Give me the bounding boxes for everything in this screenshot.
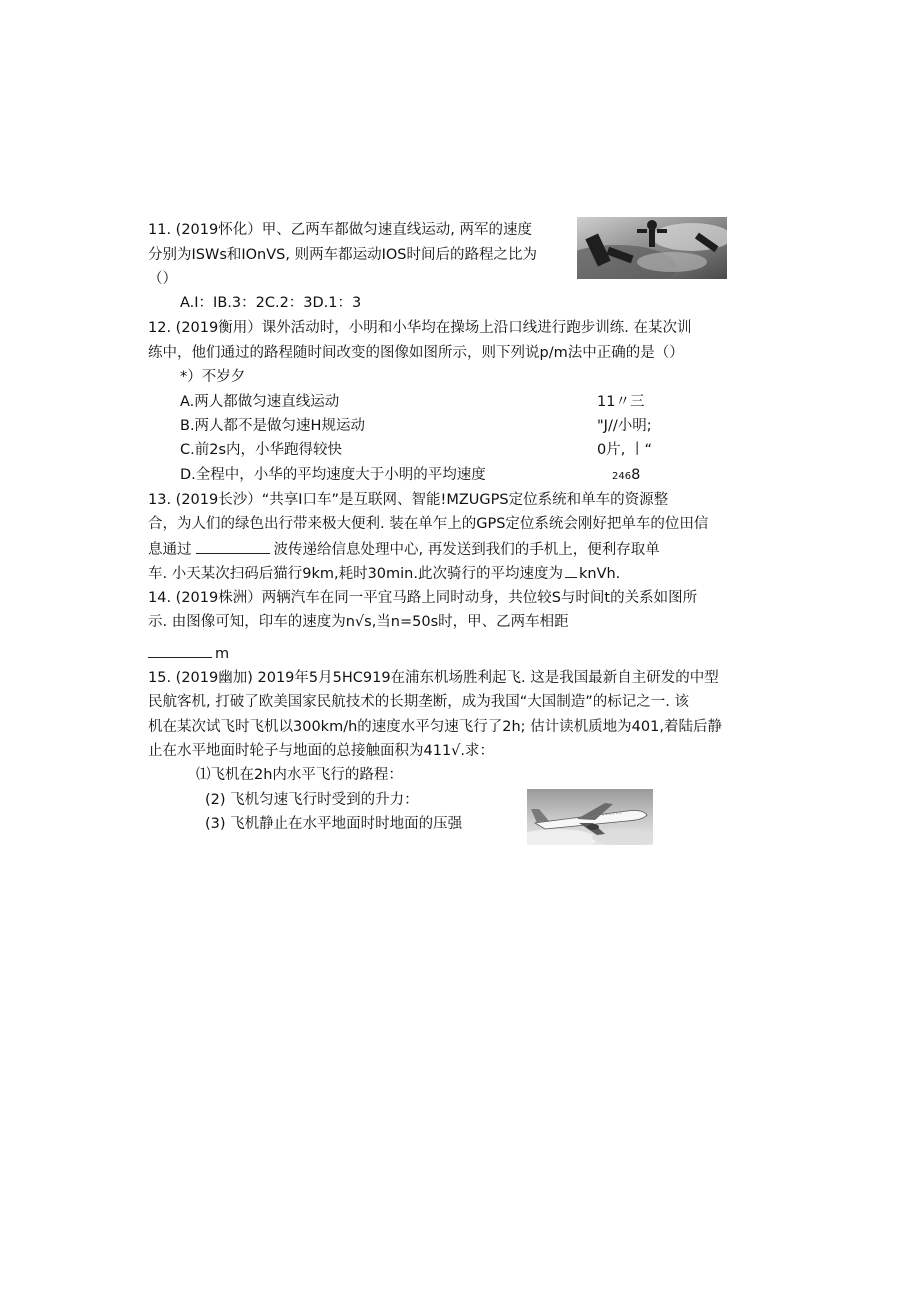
q12-graph-label-c: 0片, 丨“: [597, 442, 652, 458]
q13-line-4-prefix: 车. 小天某次扫码后猫行9km,耗时30min.此次骑行的平均速度为: [148, 566, 563, 582]
q14-line-3: [148, 643, 229, 664]
q12-line-3: *）不岁夕: [180, 369, 246, 385]
q12-graph-ticks-small: 246: [612, 471, 632, 482]
q14-line-2: 示. 由图像可知，印车的速度为n√s,当n=50s时，甲、乙两车相距: [148, 614, 569, 630]
q12-graph-label-b: "J//小明;: [597, 418, 652, 434]
q12-option-c: C.前2s内，小华跑得较快: [180, 442, 343, 458]
q12-graph-label-a: 11〃三: [597, 394, 645, 410]
q15-sub-2: (2) 飞机匀速飞行时受到的升力：: [205, 792, 419, 808]
q15-sub-3: (3) 飞机静止在水平地面时时地面的压强: [205, 816, 463, 832]
q14-blank[interactable]: [148, 643, 212, 658]
q12-line-1: 12. (2019衡用）课外活动时，小明和小华均在操场上沿口线进行跑步训练. 在某次训: [148, 320, 692, 336]
q12-option-a: A.两人都做匀速直线运动: [180, 394, 340, 410]
q12-option-d: D.全程中，小华的平均速度大于小明的平均速度: [180, 467, 486, 483]
q13-line-2: 合，为人们的绿色出行带来极大便利. 装在单乍上的GPS定位系统会刚好把单车的位田信: [148, 516, 709, 532]
q11-line-2: 分别为ISWs和IOnVS, 则两车都运动IOS时间后的路程之比为: [148, 247, 537, 263]
q15-line-3: 机在某次试飞时飞机以300km/h的速度水平匀速飞行了2h; 估计读机质地为401,着陆后静: [148, 719, 722, 735]
q13-line-3-prefix: 息通过: [148, 542, 192, 558]
satellite-photo-icon: [577, 217, 727, 279]
q15-line-1: 15. (2019幽加) 2019年5月5HC919在浦东机场胜利起飞. 这是我国最新自主研发的中型: [148, 670, 719, 686]
q13-line-3-suffix: 波传递给信息处理中心, 再发送到我们的手机上，便利存取单: [273, 542, 660, 558]
q15-sub-1: ⑴飞机在2h内水平飞行的路程：: [196, 767, 403, 783]
q11-options: A.I：IB.3：2C.2：3D.1：3: [180, 295, 362, 311]
q13-blank-2[interactable]: [565, 563, 577, 578]
q11-line-1: 11. (2019怀化）甲、乙两车都做匀速直线运动, 两军的速度: [148, 222, 532, 238]
q11-line-3: （）: [148, 271, 177, 287]
q15-line-2: 民航客机, 打破了欧美国家民航技术的长期垄断，成为我国“大国制造”的标记之一. 该: [148, 694, 689, 710]
q13-line-4: [148, 563, 620, 584]
q12-option-b: B.两人都不是做匀速H规运动: [180, 418, 365, 434]
q13-line-3: [148, 539, 660, 560]
q13-line-1: 13. (2019长沙）“共享I口车”是互联网、智能!MZUGPS定位系统和单车的资源整: [148, 492, 669, 508]
q13-line-4-suffix: knVh.: [578, 566, 621, 582]
q15-line-4: 止在水平地面时轮子与地面的总接触面积为411√.求：: [148, 743, 495, 759]
airplane-photo-icon: [527, 789, 653, 845]
q12-graph-tick-last: 8: [631, 467, 641, 483]
q13-blank-1[interactable]: [196, 539, 270, 554]
q12-graph-axis-ticks: [612, 465, 640, 487]
q14-unit: m: [215, 646, 230, 662]
q14-line-1: 14. (2019株洲）两辆汽车在同一平宜马路上同时动身，共位较S与时间t的关系如图所: [148, 590, 698, 606]
q12-line-2: 练中，他们通过的路程随时间改变的图像如图所示，则下列说p/m法中正确的是（）: [148, 345, 684, 361]
